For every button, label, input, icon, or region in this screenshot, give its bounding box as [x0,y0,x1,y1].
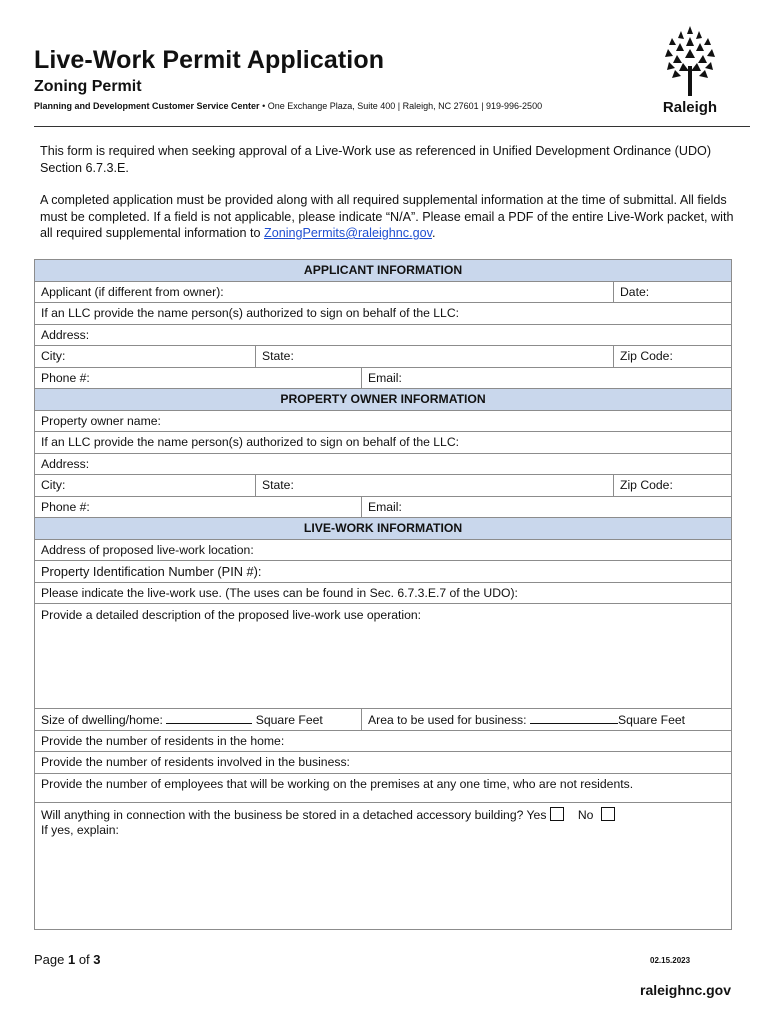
owner-section-header: PROPERTY OWNER INFORMATION [35,389,732,411]
business-area-field[interactable] [362,709,732,731]
dwelling-size-unit: Square Feet [255,713,323,728]
intro-end: . [431,226,436,240]
description-field[interactable]: Provide a detailed description of the proposed live-work use operation: [35,604,732,709]
livework-location-field[interactable]: Address of proposed live-work location: [35,539,732,561]
dwelling-size-field[interactable] [35,709,362,731]
owner-state-field[interactable]: State: [256,475,614,497]
office-name: Planning and Development Customer Service Center [34,101,260,111]
dwelling-size-blank[interactable] [166,711,252,724]
page-total: 3 [93,952,101,967]
contact-line [34,101,542,111]
no-label: No [577,807,594,822]
residents-business-field[interactable]: Provide the number of residents involved in the business: [35,752,732,774]
dwelling-size-label: Size of dwelling/home: [41,713,163,728]
owner-email-field[interactable]: Email: [362,496,732,518]
applicant-date-field[interactable]: Date: [614,281,732,303]
employees-field[interactable]: Provide the number of employees that will be working on the premises at any one time, who are not residents. [35,773,732,802]
applicant-name-field[interactable]: Applicant (if different from owner): [35,281,614,303]
page-label: Page [34,952,68,967]
applicant-state-field[interactable]: State: [256,346,614,368]
applicant-phone-field[interactable]: Phone #: [35,367,362,389]
owner-address-field[interactable]: Address: [35,453,732,475]
page-indicator [34,952,101,967]
intro-paragraph-2 [40,192,740,242]
page-of-label: of [75,952,94,967]
header-divider [34,126,750,127]
applicant-city-field[interactable]: City: [35,346,256,368]
footer-website[interactable]: raleighnc.gov [640,982,732,998]
email-link[interactable]: ZoningPermits@raleighnc.gov [264,226,432,240]
owner-city-field[interactable]: City: [35,475,256,497]
raleigh-logo [652,22,728,120]
pin-field[interactable]: Property Identification Number (PIN #): [35,561,732,583]
owner-llc-field[interactable]: If an LLC provide the name person(s) authorized to sign on behalf of the LLC: [35,432,732,454]
revision-date: 02.15.2023 [650,956,691,965]
business-area-label: Area to be used for business: [368,713,527,728]
oak-tree-icon [662,22,718,96]
business-area-blank[interactable] [530,711,618,724]
owner-name-field[interactable]: Property owner name: [35,410,732,432]
owner-zip-field[interactable]: Zip Code: [614,475,732,497]
business-area-unit: Square Feet [617,713,686,728]
page-title: Live-Work Permit Application [34,46,385,74]
applicant-section-header: APPLICANT INFORMATION [35,260,732,282]
page-number: 1 [67,952,76,967]
no-checkbox[interactable] [601,807,615,821]
applicant-llc-field[interactable]: If an LLC provide the name person(s) authorized to sign on behalf of the LLC: [35,303,732,325]
intro-text: A completed application must be provided along with all required supplemental information at the time of submittal. All fields must be completed. If a field is not applicable, please indicate “N/A”. Please email a PDF of the entire Live-Work packet, with all required supplemental information to [40,193,734,240]
livework-section-header: LIVE-WORK INFORMATION [35,518,732,540]
page-subtitle: Zoning Permit [34,78,142,95]
office-address: • One Exchange Plaza, Suite 400 | Raleigh, NC 27601 | 919-996-2500 [259,101,543,111]
intro-paragraph-1: This form is required when seeking approval of a Live-Work use as referenced in Unified Development Ordinance (UDO) Section 6.7.3.E. [40,144,712,175]
applicant-address-field[interactable]: Address: [35,324,732,346]
storage-field[interactable] [35,802,732,929]
owner-phone-field[interactable]: Phone #: [35,496,362,518]
livework-use-field[interactable]: Please indicate the live-work use. (The uses can be found in Sec. 6.7.3.E.7 of the UDO): [35,582,732,604]
explain-label: If yes, explain: [41,822,119,837]
application-form [34,259,732,930]
storage-question: Will anything in connection with the business be stored in a detached accessory building? Yes [41,807,547,822]
residents-home-field[interactable]: Provide the number of residents in the home: [35,730,732,752]
logo-text: Raleigh [662,99,718,116]
yes-checkbox[interactable] [550,807,564,821]
applicant-zip-field[interactable]: Zip Code: [614,346,732,368]
applicant-email-field[interactable]: Email: [362,367,732,389]
